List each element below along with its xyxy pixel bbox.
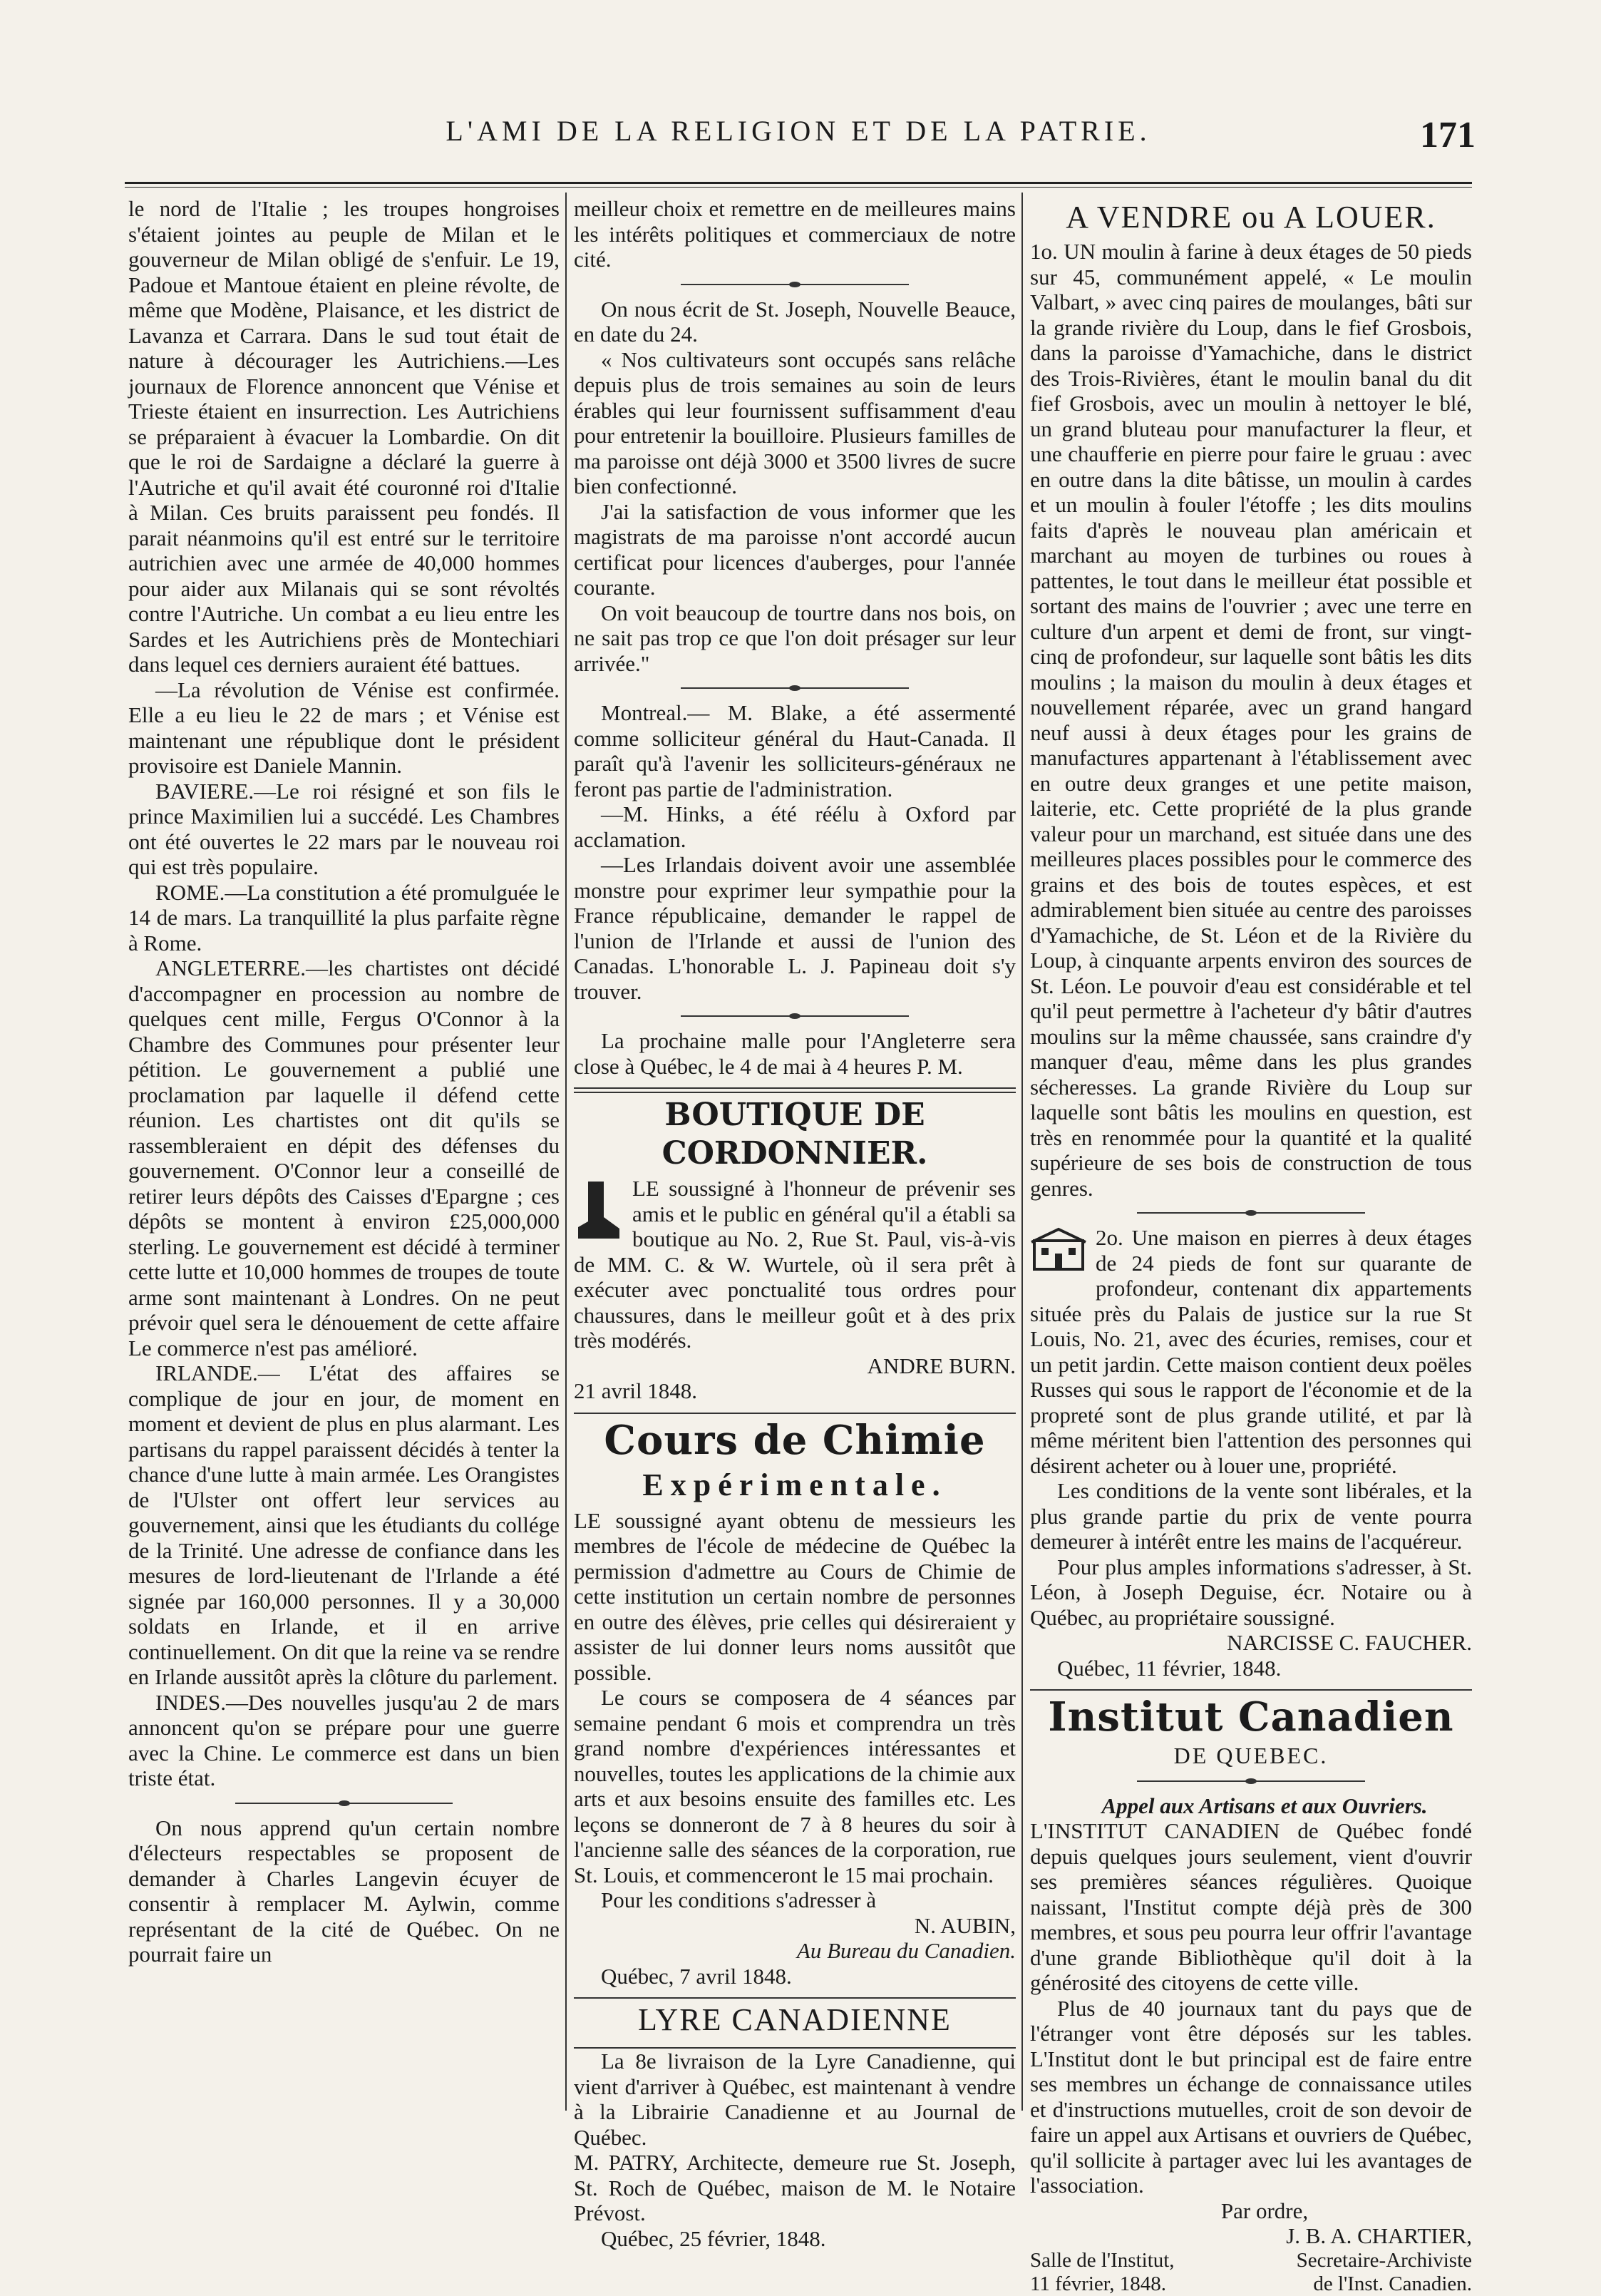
advert-signature: ANDRE BURN. <box>867 1353 1016 1378</box>
advert-signature: N. AUBIN, <box>914 1912 1016 1938</box>
advert-vendre-text: Les conditions de la vente sont libérales, et la plus grande partie du prix de vente pourra demeurer à intérêt entre les mains de l'acquéreur. <box>1030 1478 1472 1554</box>
page-number: 171 <box>1420 115 1476 155</box>
article-paragraph: INDES.—Des nouvelles jusqu'au 2 de mars annoncent qu'on se prépare pour une guerre avec la Chine. Le commerce est dans un bien triste état. <box>128 1689 560 1790</box>
advert-date: Québec, 11 février, 1848. <box>1057 1655 1282 1681</box>
rule <box>574 1997 1016 1999</box>
ornamental-divider <box>1137 1212 1365 1214</box>
article-paragraph: On nous écrit de St. Joseph, Nouvelle Beauce, en date du 24. <box>574 296 1016 347</box>
advert-date: Québec, 25 février, 1848. <box>601 2225 826 2251</box>
article-paragraph: La prochaine malle pour l'Angleterre sera close à Québec, le 4 de mai à 4 heures P. M. <box>574 1028 1016 1079</box>
column-1 <box>128 196 560 2121</box>
advert-patry-text: M. PATRY, Architecte, demeure rue St. Joseph, St. Roch de Québec, maison de M. le Notaire Prévost. <box>574 2150 1016 2225</box>
divider <box>1137 1780 1365 1782</box>
article-paragraph: ROME.—La constitution a été promulguée le 14 de mars. La tranquillité la plus parfaite règne à Rome. <box>128 879 560 955</box>
divider <box>681 284 909 285</box>
column-2 <box>574 196 1016 2251</box>
advert-title-vendre: A VENDRE ou A LOUER. <box>1066 200 1436 235</box>
article-paragraph: ANGLETERRE.—les chartistes ont décidé d'accompagner en procession au nombre de quelques cent mille, Fergus O'Connor à la Chambre des Communes pour présenter leur pétition. Le gouvernement a publié une proclamation par laquelle il défend cette réunion. Les chartistes ont dit qu'ils se rassembleraient en dépit des défenses du gouvernement. O'Connor leur a conseillé de retirer leurs dépôts des Caisses d'Epargne ; ces dépôts se montent à environ £25,000,000 sterling. Le gouvernement est décidé à terminer cette lutte et 10,000 hommes de troupes de toute arme sont maintenant à Londres. On ne peut prévoir quel sera le dénouement de cette affaire Le commerce n'est pas amélioré. <box>128 955 560 1360</box>
advert-chimie-text: LE soussigné ayant obtenu de messieurs les membres de l'école de médecine de Québec la permission d'admettre au Cours de Chimie de cette institution un certain nombre de personnes en outre des élèves, prie celles qui désireraient y assister de lui donner leurs noms aussitôt que possible. <box>574 1507 1016 1685</box>
advert-vendre-body: 2o. Une maison en pierres à deux étages de 24 pieds de font sur quarante de profondeur, contenant dix appartements située près du Palais de justice sur la rue St Louis, No. 21, avec des écuries, remises, cour et un petit jardin. Cette maison contient deux poëles Russes qui sous le rapport de l'économie et de la propreté sont de plus grande utilité, et par là même méritent bien l'attention des personnes qui désirent acheter ou à louer une, propriété. <box>1030 1225 1472 1478</box>
rule <box>1030 1689 1472 1691</box>
advert-title-institut: Institut Canadien <box>1048 1693 1454 1741</box>
role-line: de l'Inst. Canadien. <box>1313 2272 1472 2295</box>
advert-signature-affiliation: Au Bureau du Canadien. <box>796 1938 1016 1963</box>
house-icon <box>1030 1228 1087 1276</box>
divider <box>681 687 909 689</box>
double-rule <box>574 1092 1016 1093</box>
column-3 <box>1030 196 1472 2295</box>
ornamental-divider <box>235 1803 453 1804</box>
advert-vendre-text <box>1030 1225 1472 1478</box>
date-line: 11 février, 1848. <box>1030 2272 1167 2295</box>
advert-title-boutique: BOUTIQUE DE CORDONNIER. <box>661 1097 928 1172</box>
advert-date: Québec, 7 avril 1848. <box>601 1963 792 1989</box>
article-paragraph: Montreal.— M. Blake, a été assermenté comme solliciteur général du Haut-Canada. Il paraît qu'à l'avenir les solliciteurs-généraux ne feront pas partie de l'administration. <box>574 700 1016 801</box>
article-paragraph: —M. Hinks, a été réélu à Oxford par acclamation. <box>574 801 1016 852</box>
article-paragraph: On nous apprend qu'un certain nombre d'électeurs respectables se proposent de demander à Charles Langevin écuyer de consentir à remplacer M. Aylwin, comme représentant de la cité de Québec. On ne pourrait faire un <box>128 1815 560 1967</box>
running-header <box>121 114 1476 157</box>
article-paragraph: On voit beaucoup de tourtre dans nos bois, on ne sait pas trop ce que l'on doit présager sur leur arrivée." <box>574 600 1016 676</box>
article-paragraph: « Nos cultivateurs sont occupés sans relâche depuis plus de trois semaines au soin de leurs érables qui leur fournissent suffisamment d'eau pour entretenir la bouilloire. Plusieurs familles de ma paroisse ont déjà 3000 et 3500 livres de sucre bien confectionné. <box>574 347 1016 498</box>
advert-title-lyre: LYRE CANADIENNE <box>638 2002 952 2037</box>
signature-left <box>1030 2249 1175 2296</box>
article-paragraph: BAVIERE.—Le roi résigné et son fils le prince Maximilien lui a succédé. Les Chambres ont été ouvertes le 22 mars par le nouveau roi qui est très populaire. <box>128 778 560 879</box>
signature-right <box>1297 2249 1472 2296</box>
column-divider <box>1021 193 1023 2111</box>
header-rule-thin <box>125 187 1472 188</box>
advert-subtitle-chimie: Expérimentale. <box>642 1467 947 1502</box>
advert-vendre-text: Pour plus amples informations s'adresser, à St. Léon, à Joseph Deguise, écr. Notaire ou à Québec, au propriétaire soussigné. <box>1030 1554 1472 1630</box>
advert-appel-text: L'INSTITUT CANADIEN de Québec fondé depuis quelques jours seulement, vient d'ouvrir ses premières séances régulières. Quoique naissant, l'Institut compte déjà près de 300 membres, et sous peu pourra leur offrir l'avantage d'une grande Bibliothèque qu'il doit à la générosité des citoyens de cette ville. <box>1030 1818 1472 1995</box>
advert-subtitle-institut: DE QUEBEC. <box>1173 1743 1329 1768</box>
advert-chimie-text: Le cours se composera de 4 séances par semaine pendant 6 mois et comprendra un très grand nombre d'expériences intéressantes et nouvelles, toutes les applications de la chimie aux arts et aux besoins ensuite des familles etc. Les leçons se donneront de 7 à 8 heures du soir à l'ancienne salle des séances de la corporation, rue St. Louis, et commenceront le 15 mai prochain. <box>574 1685 1016 1887</box>
article-paragraph: —Les Irlandais doivent avoir une assemblée monstre pour exprimer leur sympathie pour la France républicaine, demander le rappel de l'union de l'Irlande et aussi de l'union des Canadas. L'honorable L. J. Papineau doit s'y trouver. <box>574 852 1016 1004</box>
article-paragraph: meilleur choix et remettre en de meilleures mains les intérêts politiques et commerciaux de notre cité. <box>574 196 1016 272</box>
header-rule <box>125 182 1472 184</box>
advert-appel-text: Plus de 40 journaux tant du pays que de l'étranger vont être déposés sur les tables. L'Institut dont le but principal est de faire entre ses membres un échange de connaissance utiles et d'instructions mutuelles, croit de son devoir de faire un appel aux Artisans et ouvriers de Québec, qu'il sollicite à partager avec lui les avantages de l'association. <box>1030 1995 1472 2198</box>
advert-appel-heading: Appel aux Artisans et aux Ouvriers. <box>1101 1793 1428 1818</box>
advert-order: Par ordre, <box>1220 2198 1309 2223</box>
divider <box>681 1015 909 1017</box>
role-line: Secretaire-Archiviste <box>1296 2248 1472 2272</box>
boot-icon <box>574 1179 624 1249</box>
article-paragraph: le nord de l'Italie ; les troupes hongroises s'étaient jointes au peuple de Milan et le gouverneur de Milan obligé de s'enfuir. Le 19, Padoue et Mantoue étaient en pleine révolte, de même que Modène, Plaisance, et les district de Lavanza et Carrara. Dans le sud tout était de nature à décourager les Autrichiens.—Les journaux de Florence annoncent que Vénise et Trieste étaient en insurrection. Les Autrichiens se préparaient à évacuer la Lombardie. On dit que le roi de Sardaigne a déclaré la guerre à l'Autriche et qu'il avait été couronné roi d'Italie à Milan. Ces bruits paraissent peu fondés. Il parait néanmoins qu'il est entré sur le territoire autrichien avec une armée de 40,000 hommes pour aider aux Milanais qui se sont révoltés contre l'Autriche. Un combat a eu lieu entre les Sardes et les Autrichiens près de Montechiari dans lequel ces derniers auraient été battues. <box>128 196 560 677</box>
advert-date: 21 avril 1848. <box>574 1378 698 1403</box>
article-paragraph: J'ai la satisfaction de vous informer que les magistrats de ma paroisse n'ont accordé aucun certificat pour licences d'auberges, pour l'année courante. <box>574 498 1016 600</box>
article-paragraph: —La révolution de Vénise est confirmée. Elle a eu lieu le 22 de mars ; et Vénise est maintenant une république dont le président provisoire est Daniele Mannin. <box>128 677 560 778</box>
location-line: Salle de l'Institut, <box>1030 2248 1175 2272</box>
signature-block <box>1030 2249 1472 2296</box>
article-paragraph: IRLANDE.— L'état des affaires se complique de jour en jour, de moment en moment et devient de plus en plus alarmant. Les partisans du rappel paraissent décidés à tenter la chance d'une lutte à main armée. Les Orangistes de l'Ulster ont offert leur services au gouvernement, ainsi que les étudiants du collége de la Trinité. Une adresse de confiance dans les mesures de lord-lieutenant de l'Irlande a été signée par 160,000 personnes. Il y a 30,000 soldats en Irlande, et il en arrive continuellement. On dit que la reine va se rendre en Irlande aussitôt après la clôture du parlement. <box>128 1360 560 1689</box>
double-rule <box>574 1087 1016 1089</box>
advert-signature: J. B. A. CHARTIER, <box>1286 2223 1472 2248</box>
advert-boutique-text <box>574 1176 1016 1353</box>
rule <box>574 1413 1016 1414</box>
advert-vendre-text: 1o. UN moulin à farine à deux étages de 50 pieds sur 45, communément appelé, « Le moulin Valbart, » avec cinq paires de moulanges, bâti sur la grande rivière du Loup, dans le fief Grosbois, dans la paroisse d'Yamachiche, dans le district des Trois-Rivières, étant le moulin banal du dit fief Grosbois, avec un moulin à nettoyer le blé, un grand bluteau pour manufacturer la fleur, et une chaufferie en pierre pour faire le gruau : avec en outre dans la dite bâtisse, un moulin à cardes et un moulin à fouler l'étoffe ; les dits moulins faits d'après le nouveau plan américain et marchant au moyen de turbines ou roues à pattentes, le tout dans le meilleur état possible et sortant des mains de l'ouvrier ; avec une terre en culture d'un arpent et demi de front, sur vingt-cinq de profondeur, sur laquelle sont bâtis les dits moulins ; la maison du moulin à deux étages et nouvellement réparée, avec un grand hangard neuf aussi à deux étages pour les grains de manufactures appartenant à l'établissement avec en outre deux granges et une petite maison, laiterie, etc. Cette propriété de la plus grande valeur pour un marchand, est située dans une des meilleures places possibles pour le commerce des grains et des bois de toutes espèces, et est admirablement bien située au centre des paroisses d'Yamachiche, de St. Léon et de la Rivière du Loup, à cinquante arpents environ des sources de St. Léon. Le pouvoir d'eau est considérable et tel qu'il peut permettre à l'acheteur d'y bâtir d'autres moulins sur la même chaussée, sans craindre d'y manquer d'eau, même dans les plus grandes sécheresses. La grande Rivière du Loup sur laquelle sont bâtis les moulins en question, est très en renommée pour la quantité et la qualité supérieure de ses bois de construction de tous genres. <box>1030 239 1472 1201</box>
column-divider <box>565 193 567 2111</box>
advert-lyre-text: La 8e livraison de la Lyre Canadienne, qui vient d'arriver à Québec, est maintenant à vendre à la Librairie Canadienne et au Journal de Québec. <box>574 2049 1016 2150</box>
advert-chimie-text: Pour les conditions s'adresser à <box>601 1887 877 1912</box>
header-title: L'AMI DE LA RELIGION ET DE LA PATRIE. <box>446 115 1151 147</box>
advert-boutique-body: LE soussigné à l'honneur de prévenir ses amis et le public en général qu'il a établi sa boutique au No. 2, Rue St. Paul, vis-à-vis de MM. C. & W. Wurtele, où il sera prêt à exécuter avec ponctualité tous ordres pour chaussures, dans le meilleur goût et à des prix très modérés. <box>574 1176 1016 1353</box>
advert-title-chimie: Cours de Chimie <box>604 1416 986 1464</box>
advert-signature: NARCISSE C. FAUCHER. <box>1227 1630 1472 1655</box>
